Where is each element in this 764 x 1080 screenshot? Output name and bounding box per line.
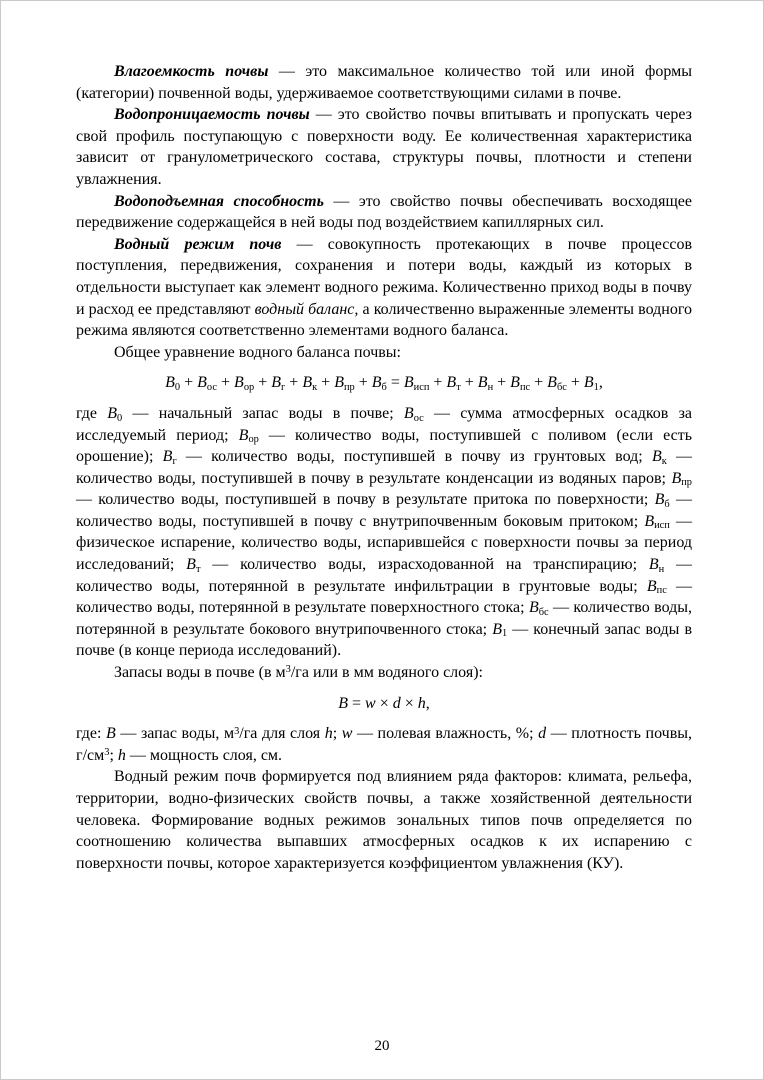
para-balance-terms-definition: где $В_0$ — начальный запас воды в почве; $В_{ос}$ — сумма атмосферных осадков за исследуемый период; $В_{ор}$ — количество воды, поступившей с поливом (если есть орошение); $В_г$ — количество воды, поступившей в почву из грунтовых вод; $В_к$ — количество воды, поступившей в почву в результате конденсации из водяных паров; $В_{пр}$ — количество воды, поступившей в почву в результате притока по поверхности; $В_б$ — количество воды, поступившей в почву с внутрипочвенным боковым притоком; $В_{исп}$ — физическое испарение, количество воды, испарившейся с поверхности почвы за период исследований; $В_т$ — количество воды, израсходованной на транспирацию; $В_н$ — количество воды, потерянной в результате инфильтрации в грунтовые воды; $В_{пс}$ — количество воды, потерянной в результате поверхностного стока; $В_{бс}$ — количество воды, потерянной в результате бокового внутрипочвенного стока; $В_1$ — конечный запас воды в почве (в конце периода исследований).	[76, 404, 693, 660]
para-regime-factors: Водный режим почв формируется под влиянием ряда факторов: климата, рельефа, территории, водно-физических свойств почвы, а также хозяйственной деятельности человека. Формирование водных режимов зональных типов почв определяется по соотношению количества выпавших атмосферных осадков к их испарению с поверхности почвы, которое характеризуется коэффициентом увлажнения (КУ).	[76, 768, 692, 872]
formula-water-balance: $В_0 + В_{ос} + В_{ор} + В_г + В_к + В_{пр} + В_б = В_{исп} + В_т + В_н + В_{пс} + В_{бс} + В_1$,	[165, 374, 603, 393]
page-number: 20	[374, 1038, 390, 1054]
para-water-reserves-intro: Запасы воды в почве (в $м^3/га$ или в мм водяного слоя):	[114, 664, 483, 682]
para-water-regime: Водный режим почв — совокупность протекающих в почве процессов поступления, передвижения, сохранения и потери воды, каждый из которых в отдельности выступает как элемент водного режима. Количественно приход воды в почву и расход ее представляют водный баланс, а количественно выраженные элементы водного режима являются соответственно элементами водного баланса.	[76, 235, 693, 340]
para-reserve-terms-definition: где: B — запас воды, $м^3/га$ для слоя h; w — полевая влажность, %; d — плотность почвы, $г/см^3$; h — мощность слоя, см.	[76, 725, 693, 764]
para-moisture-capacity: Влагоемкость почвы — это максимальное количество той или иной формы (категории) почвенной воды, удерживаемое соответствующими силами в почве.	[76, 63, 692, 102]
para-water-lifting-ability: Водоподъемная способность — это свойство почвы обеспечивать восходящее передвижение содержащейся в ней воды под воздействием капиллярных сил.	[76, 192, 692, 232]
formula-water-reserve: B = w × d × h,	[338, 694, 430, 712]
para-water-permeability: Водопроницаемость почвы — это свойство почвы впитывать и пропускать через свой профиль поступающую с поверхности воду. Ее количественная характеристика зависит от гранулометрического состава, структуры почвы, плотности и степени увлажнения.	[76, 106, 692, 188]
page-body	[76, 61, 692, 874]
para-balance-equation-intro: Общее уравнение водного баланса почвы:	[114, 343, 401, 361]
